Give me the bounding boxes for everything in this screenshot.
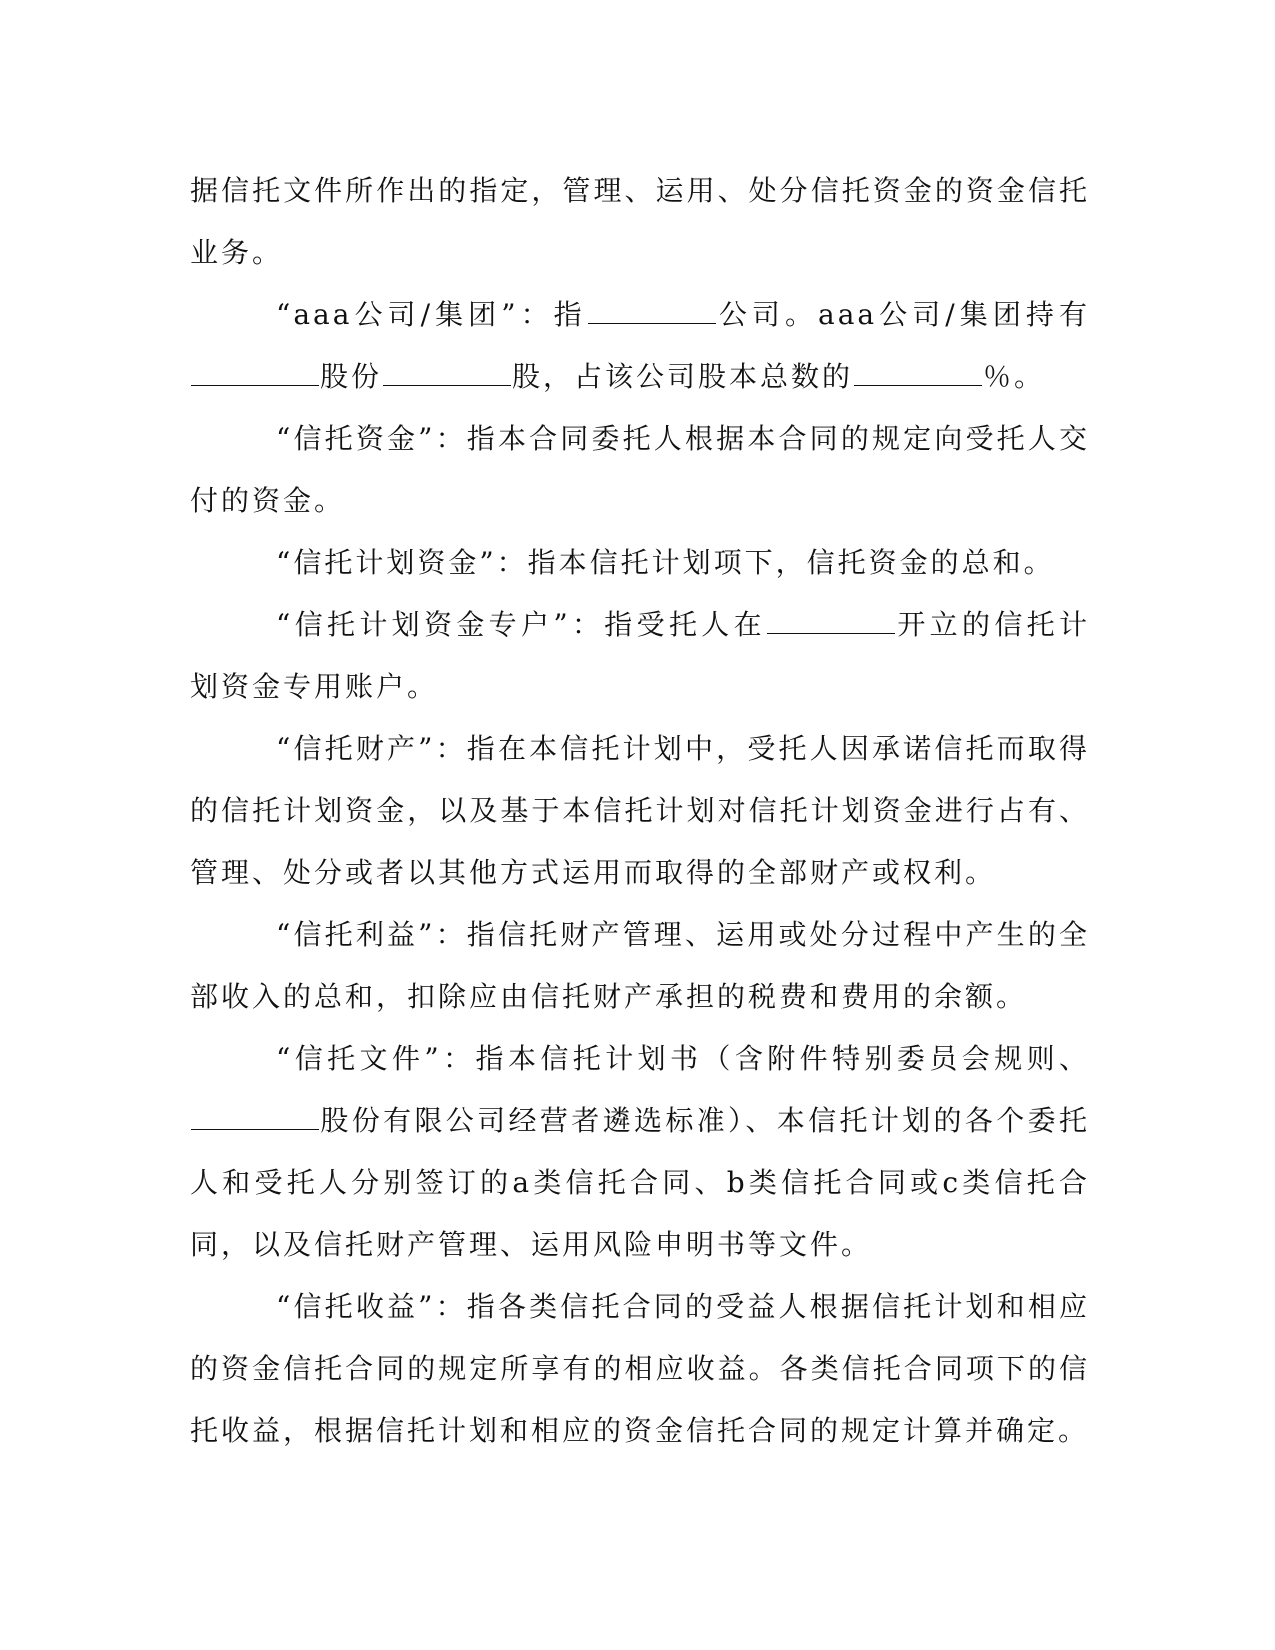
paragraph-def-plan-funds (190, 532, 1090, 594)
paragraph-text: “aaa公司/集团”：指 (276, 298, 587, 331)
paragraph-text: 据信托文件所作出的指定，管理、运用、处分信托资金的资金信托业务。 (190, 174, 1090, 269)
fill-blank (191, 1107, 319, 1130)
paragraph-text: “信托财产”：指在本信托计划中，受托人因承诺信托而取得的信托计划资金，以及基于本信托计划对信托计划资金进行占有、管理、处分或者以其他方式运用而取得的全部财产或权利。 (190, 732, 1090, 889)
paragraph-def-trust-property (190, 718, 1090, 904)
paragraph-text: 股份有限公司经营者遴选标准）、本信托计划的各个委托人和受托人分别签订的a类信托合同、b类信托合同或c类信托合同，以及信托财产管理、运用风险申明书等文件。 (190, 1104, 1090, 1261)
fill-blank (854, 363, 982, 386)
paragraph-trust-business-tail (190, 160, 1090, 284)
paragraph-text: “信托资金”：指本合同委托人根据本合同的规定向受托人交付的资金。 (190, 422, 1090, 517)
paragraph-text: “信托计划资金”：指本信托计划项下，信托资金的总和。 (276, 546, 1055, 579)
paragraph-def-plan-account (190, 594, 1090, 718)
fill-blank (191, 363, 319, 386)
paragraph-text: 股份 (320, 360, 383, 393)
paragraph-text: “信托文件”：指本信托计划书（含附件特别委员会规则、 (276, 1042, 1090, 1075)
paragraph-text: “信托利益”：指信托财产管理、运用或处分过程中产生的全部收入的总和，扣除应由信托财产承担的税费和费用的余额。 (190, 918, 1090, 1013)
paragraph-def-trust-benefit (190, 904, 1090, 1028)
paragraph-def-aaa-company (190, 284, 1090, 408)
fill-blank (588, 301, 716, 324)
paragraph-def-trust-documents (190, 1028, 1090, 1276)
paragraph-text: “信托计划资金专户”：指受托人在 (276, 608, 766, 641)
paragraph-text: ％。 (983, 360, 1046, 393)
fill-blank (767, 611, 895, 634)
paragraph-text: 公司。aaa公司/集团持有 (716, 298, 1090, 331)
document-body (190, 160, 1090, 1462)
paragraph-text: 开立的信托计划资金专用账户。 (190, 608, 1090, 703)
paragraph-def-trust-income (190, 1276, 1090, 1462)
paragraph-def-trust-funds (190, 408, 1090, 532)
paragraph-text: “信托收益”：指各类信托合同的受益人根据信托计划和相应的资金信托合同的规定所享有的相应收益。各类信托合同项下的信托收益，根据信托计划和相应的资金信托合同的规定计算并确定。 (190, 1290, 1090, 1447)
paragraph-text: 股，占该公司股本总数的 (512, 360, 854, 393)
fill-blank (383, 363, 511, 386)
